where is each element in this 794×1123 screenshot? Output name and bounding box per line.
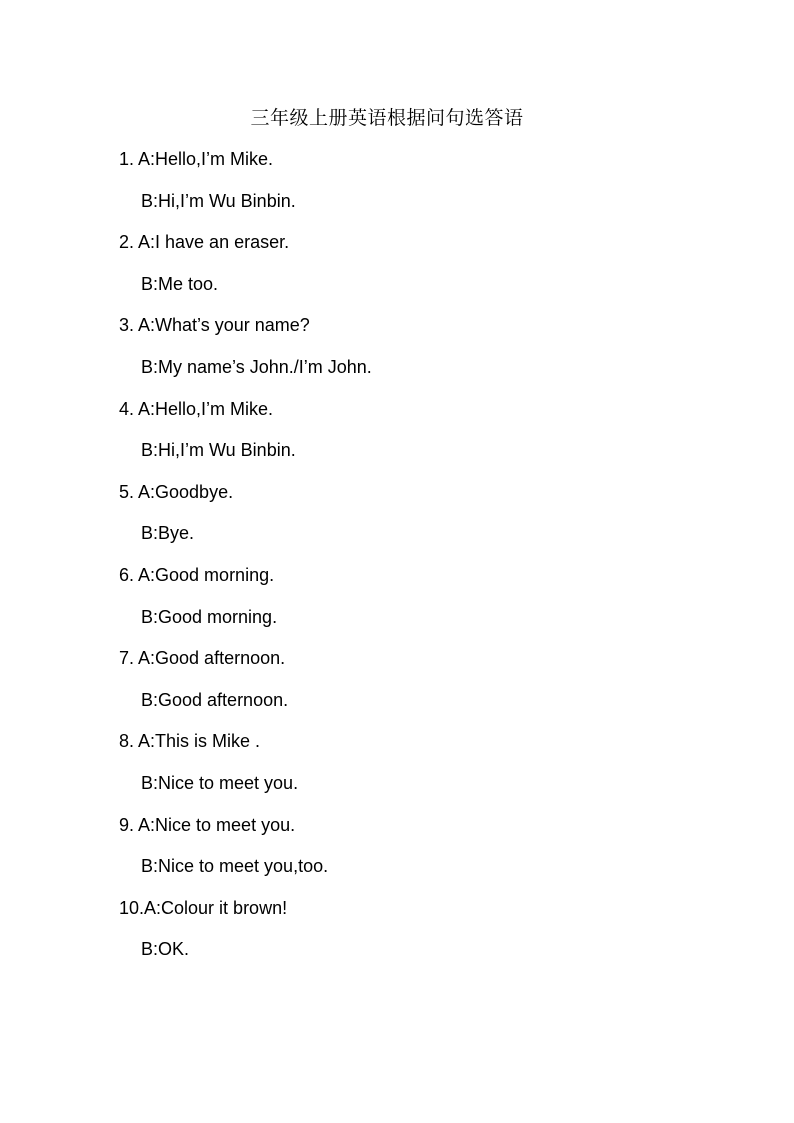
question-line: 7. A:Good afternoon. xyxy=(119,648,286,669)
document-title: 三年级上册英语根据问句选答语 xyxy=(250,107,524,129)
answer-line: B:Good afternoon. xyxy=(141,689,289,710)
dialogue-item-1 xyxy=(119,146,719,229)
dialogue-item-5 xyxy=(119,479,719,562)
question-line: 1. A:Hello,I’m Mike. xyxy=(119,149,274,169)
answer-line: B:Bye. xyxy=(141,523,195,544)
answer-line: B:Nice to meet you,too. xyxy=(141,856,329,877)
dialogue-item-6 xyxy=(119,562,719,645)
dialogue-item-9 xyxy=(119,812,719,895)
question-line: 5. A:Goodbye. xyxy=(119,481,234,502)
question-line: 3. A:What’s your name? xyxy=(119,315,310,336)
question-line: 6. A:Good morning. xyxy=(119,564,275,585)
dialogue-list xyxy=(119,146,719,978)
dialogue-item-4 xyxy=(119,396,719,479)
dialogue-item-2 xyxy=(119,229,719,312)
dialogue-item-8 xyxy=(119,728,719,811)
answer-line: B:Nice to meet you. xyxy=(141,772,299,793)
answer-line: B:Good morning. xyxy=(141,606,278,627)
answer-line: B:My name’s John./I’m John. xyxy=(141,356,372,377)
question-line: 2. A:I have an eraser. xyxy=(119,232,290,253)
answer-line: B:OK. xyxy=(141,939,190,960)
question-line: 4. A:Hello,I’m Mike. xyxy=(119,398,274,419)
question-line: 8. A:This is Mike . xyxy=(119,731,261,752)
dialogue-item-10 xyxy=(119,895,719,978)
dialogue-item-7 xyxy=(119,645,719,728)
question-line: 9. A:Nice to meet you. xyxy=(119,814,296,835)
answer-line: B:Me too. xyxy=(141,273,219,294)
dialogue-item-3 xyxy=(119,312,719,395)
answer-line: B:Hi,I’m Wu Binbin. xyxy=(141,440,296,461)
question-line: 10.A:Colour it brown! xyxy=(119,897,288,918)
answer-line: B:Hi,I’m Wu Binbin. xyxy=(141,190,296,211)
